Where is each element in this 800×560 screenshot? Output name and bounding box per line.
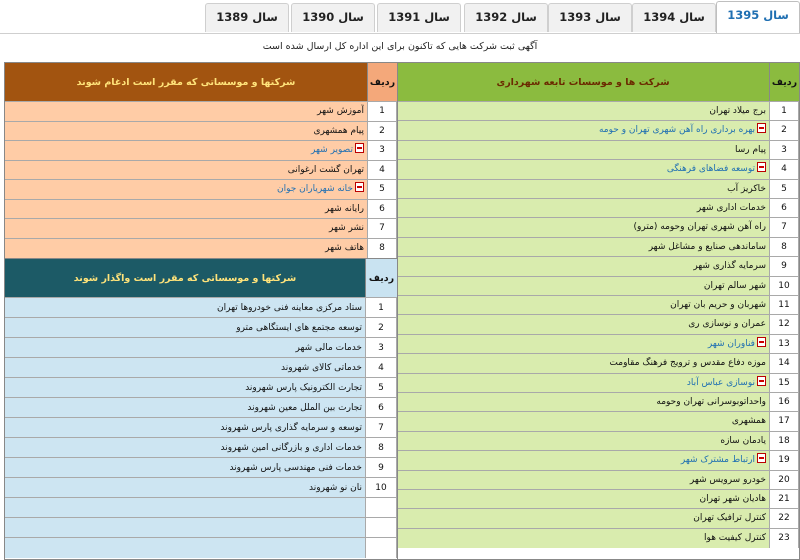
company-name [9, 318, 362, 338]
company-link[interactable] [9, 180, 364, 200]
company-name [9, 122, 364, 142]
pdf-icon[interactable] [757, 376, 766, 386]
row-number: 7 [367, 219, 397, 239]
merge-table-header [5, 63, 397, 101]
table-row [397, 276, 799, 296]
company-name [401, 315, 766, 334]
company-name [401, 509, 766, 528]
row-number: 14 [769, 354, 799, 373]
company-name-text: رایانه شهر [325, 203, 364, 214]
year-tabs [0, 0, 800, 34]
company-name-text: تجارت بین الملل معین شهروند [247, 403, 362, 413]
company-name-text: خدمات فنی مهندسی پارس شهروند [229, 463, 362, 473]
row-number [365, 498, 397, 518]
table-row [5, 517, 397, 538]
row-number: 18 [769, 432, 799, 451]
company-name-text: خدمات مالی شهر [295, 343, 362, 353]
row-number: 15 [769, 374, 799, 393]
row-number: 10 [365, 478, 397, 498]
tab-1395[interactable]: سال 1395 [716, 1, 800, 34]
table-row [5, 101, 397, 122]
table-row[interactable] [397, 159, 799, 179]
company-link[interactable] [401, 451, 766, 470]
company-link[interactable] [401, 121, 766, 140]
row-number [365, 518, 397, 538]
company-name [9, 458, 362, 478]
table-row [5, 238, 397, 259]
company-name-text: عمران و نوسازی ری [688, 319, 766, 330]
company-name-text: تهران گشت ارغوانی [287, 164, 364, 175]
tab-1394[interactable]: سال 1394 [632, 3, 716, 32]
notice-text: آگهی ثبت شرکت هایی که تاکنون برای این اداره کل ارسال شده است [262, 41, 538, 52]
row-number: 5 [769, 180, 799, 199]
table-row [5, 397, 397, 418]
table-row [397, 431, 799, 451]
company-name-text: توسعه و سرمایه گذاری پارس شهروند [220, 423, 362, 433]
company-name [9, 102, 364, 122]
company-name [9, 358, 362, 378]
company-name-text: هادیان شهر تهران [699, 494, 766, 504]
table-row [5, 377, 397, 398]
tab-1392[interactable]: سال 1392 [464, 3, 548, 32]
table-row[interactable] [397, 450, 799, 470]
transfer-table [4, 258, 398, 560]
company-name-text: توسعه فضاهای فرهنگی [666, 164, 755, 175]
company-name [401, 393, 766, 412]
pdf-icon[interactable] [757, 123, 766, 133]
company-name [9, 200, 364, 220]
row-number: 16 [769, 393, 799, 412]
table-row [397, 314, 799, 334]
row-number: 8 [367, 239, 397, 259]
table-row[interactable] [5, 140, 397, 161]
company-name-text: ستاد مرکزی معاینه فنی خودروها تهران [217, 303, 362, 313]
row-number: 5 [365, 378, 397, 398]
company-name [401, 490, 766, 509]
table-row [5, 477, 397, 498]
company-name [9, 518, 362, 538]
company-name-text: موزه دفاع مقدس و ترویج فرهنگ مقاومت [609, 358, 766, 369]
table-row [397, 508, 799, 528]
row-number: 5 [367, 180, 397, 200]
row-number: 6 [365, 398, 397, 418]
table-row [397, 101, 799, 121]
company-name [9, 538, 362, 558]
company-name [401, 412, 766, 431]
row-number: 1 [769, 102, 799, 121]
company-name-text: شهر سالم تهران [703, 280, 766, 291]
tab-1390[interactable]: سال 1390 [291, 3, 375, 32]
tab-divider [0, 33, 800, 34]
table-row [397, 392, 799, 412]
pdf-icon[interactable] [757, 337, 766, 347]
table-row [397, 411, 799, 431]
table-row [397, 179, 799, 199]
row-number: 3 [367, 141, 397, 161]
table-row [5, 218, 397, 239]
company-link[interactable] [401, 335, 766, 354]
company-name [401, 238, 766, 257]
company-name-text: برج میلاد تهران [709, 106, 766, 116]
company-name [401, 432, 766, 451]
company-name-text: یادمان سازه [720, 435, 766, 446]
pdf-icon[interactable] [355, 143, 364, 153]
company-name-text: سرمایه گذاری شهر [693, 261, 766, 272]
row-number: 23 [769, 529, 799, 548]
row-number: 2 [367, 122, 397, 142]
company-name-text: خاکریز آب [727, 183, 766, 194]
header-title: شرکتها و موسساتی که مقرر است واگذار شوند [73, 272, 297, 284]
company-link[interactable] [401, 160, 766, 179]
company-name [9, 161, 364, 181]
company-name [401, 141, 766, 160]
company-name-text: کنترل ترافیک تهران [693, 513, 766, 524]
row-number: 4 [769, 160, 799, 179]
header-row-number-label: ردیف [367, 63, 397, 101]
header-title: شرکتها و موسساتی که مقرر است ادغام شوند [76, 76, 296, 88]
company-name-text: نشر شهر [328, 223, 364, 233]
company-name-text: آموزش شهر [317, 106, 364, 116]
row-number: 22 [769, 509, 799, 528]
pdf-icon[interactable] [757, 453, 766, 463]
row-number: 19 [769, 451, 799, 470]
company-name [401, 257, 766, 276]
company-name-text: فناوران شهر [707, 338, 755, 349]
subsidiaries-table [396, 62, 800, 560]
company-link[interactable] [9, 141, 364, 161]
company-name-text: پیام همشهری [313, 125, 364, 136]
row-number: 6 [367, 200, 397, 220]
row-number: 2 [365, 318, 397, 338]
company-name-text: خدماتی کالای شهروند [280, 363, 362, 373]
company-name-text: ساماندهی صنایع و مشاغل شهر [648, 241, 766, 252]
tab-1389[interactable]: سال 1389 [205, 3, 289, 32]
merge-table [4, 62, 398, 260]
row-number: 10 [769, 277, 799, 296]
company-name [401, 529, 766, 548]
table-row [5, 457, 397, 478]
table-row [5, 437, 397, 458]
company-name-text: خدمات اداری شهر [696, 203, 766, 213]
company-name-text: بهره برداری راه آهن شهری تهران و حومه [598, 125, 755, 136]
row-number: 6 [769, 199, 799, 218]
company-name [401, 218, 766, 237]
company-name-text: تصویر شهر [311, 145, 353, 155]
table-row [397, 295, 799, 315]
company-name-text: شهربان و حریم بان تهران [670, 300, 766, 310]
company-name-text: واحداتوبوسرانی تهران وحومه [656, 397, 766, 407]
company-name [401, 296, 766, 315]
company-name-text: توسعه مجتمع های ایستگاهی مترو [236, 323, 362, 333]
row-number [365, 538, 397, 558]
company-name [9, 239, 364, 259]
right-table-header [397, 63, 799, 101]
company-name [9, 298, 362, 318]
row-number: 3 [365, 338, 397, 358]
row-number: 12 [769, 315, 799, 334]
company-name [401, 471, 766, 490]
row-number: 2 [769, 121, 799, 140]
company-name [9, 398, 362, 418]
row-number: 8 [769, 238, 799, 257]
table-row [397, 528, 799, 548]
table-row [397, 198, 799, 218]
header-row-number-label: ردیف [769, 63, 799, 101]
company-name-text: پیام رسا [734, 144, 766, 155]
table-row [397, 470, 799, 490]
table-row [5, 160, 397, 181]
table-row [397, 140, 799, 160]
company-name [9, 498, 362, 518]
company-name-text: خانه شهریاران جوان [276, 184, 353, 194]
company-link[interactable] [401, 374, 766, 393]
row-number: 3 [769, 141, 799, 160]
company-name [401, 102, 766, 121]
company-name [9, 378, 362, 398]
table-row [5, 497, 397, 518]
company-name-text: خدمات اداری و بازرگانی امین شهروند [220, 443, 362, 453]
table-row [397, 256, 799, 276]
row-number: 8 [365, 438, 397, 458]
table-row [397, 353, 799, 373]
company-name-text: راه آهن شهری تهران وحومه (مترو) [633, 222, 766, 233]
transfer-table-header [5, 259, 397, 297]
table-row [5, 337, 397, 358]
pdf-icon[interactable] [355, 182, 364, 192]
table-row [397, 489, 799, 509]
tab-1391[interactable]: سال 1391 [377, 3, 461, 32]
row-number: 4 [367, 161, 397, 181]
company-name-text: ارتباط مشترک شهر [680, 455, 755, 466]
company-name-text: نوسازی عباس آباد [686, 377, 755, 388]
row-number: 9 [365, 458, 397, 478]
table-row [5, 417, 397, 438]
table-row [5, 297, 397, 318]
company-name [9, 338, 362, 358]
table-row [5, 121, 397, 142]
header-row-number-label: ردیف [365, 259, 397, 297]
company-name-text: هاتف شهر [325, 242, 364, 253]
row-number: 9 [769, 257, 799, 276]
table-row[interactable] [397, 373, 799, 393]
company-name [401, 354, 766, 373]
company-name-text: نان نو شهروند [309, 483, 362, 493]
company-name-text: کنترل کیفیت هوا [704, 532, 766, 543]
header-title: شرکت ها و موسسات تابعه شهرداری [496, 76, 670, 88]
company-name [9, 418, 362, 438]
table-row [5, 199, 397, 220]
row-number: 21 [769, 490, 799, 509]
company-name [9, 438, 362, 458]
table-row[interactable] [397, 334, 799, 354]
table-row [397, 237, 799, 257]
company-name [9, 478, 362, 498]
table-row [5, 357, 397, 378]
row-number: 4 [365, 358, 397, 378]
row-number: 7 [365, 418, 397, 438]
table-row[interactable] [5, 179, 397, 200]
row-number: 1 [365, 298, 397, 318]
row-number: 7 [769, 218, 799, 237]
row-number: 13 [769, 335, 799, 354]
table-row [5, 537, 397, 558]
company-name-text: تجارت الکترونیک پارس شهروند [245, 383, 362, 393]
company-name-text: خودرو سرویس شهر [689, 474, 766, 485]
company-name [401, 199, 766, 218]
row-number: 20 [769, 471, 799, 490]
company-name [401, 180, 766, 199]
company-name-text: همشهری [731, 416, 766, 427]
company-name [401, 277, 766, 296]
row-number: 11 [769, 296, 799, 315]
tab-1393[interactable]: سال 1393 [548, 3, 632, 32]
row-number: 1 [367, 102, 397, 122]
table-row[interactable] [397, 120, 799, 140]
company-name [9, 219, 364, 239]
table-row [397, 217, 799, 237]
table-row [5, 317, 397, 338]
row-number: 17 [769, 412, 799, 431]
pdf-icon[interactable] [757, 162, 766, 172]
